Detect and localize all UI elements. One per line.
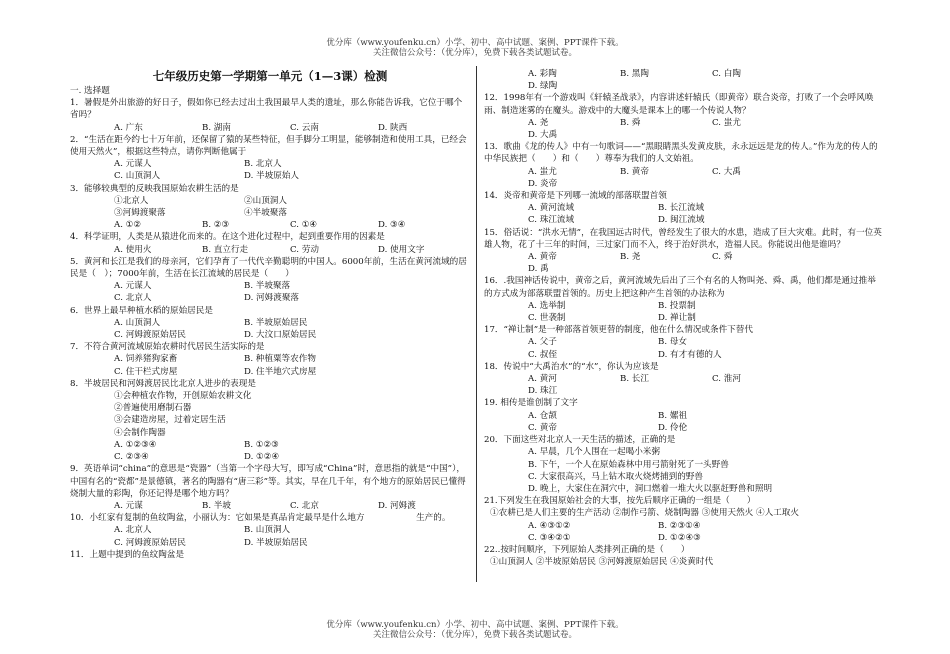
answer-option[interactable]: D. 住半地穴式房屋 — [244, 366, 317, 377]
question-stem: 2．“生活在距今约七十万年前，还保留了猿的某些特征，但手脚分工明显，能够制造和使用工具，已经会使用天然火”，根据这些特点，请你判断他属于 — [70, 134, 467, 158]
answer-option[interactable]: ④会制作陶器 — [114, 427, 166, 438]
answer-option[interactable]: D. 大禹 — [528, 130, 558, 141]
question — [484, 92, 884, 141]
answer-option[interactable]: B. 嫘祖 — [658, 410, 687, 421]
option-list — [70, 500, 470, 512]
answer-option[interactable]: D. 炎帝 — [528, 178, 558, 189]
option-list — [484, 68, 884, 92]
question — [484, 324, 884, 361]
question-stem: 11．上题中提到的鱼纹陶盆是 — [70, 549, 185, 560]
answer-option[interactable]: B. 黄帝 — [620, 166, 649, 177]
question — [484, 544, 884, 568]
question — [70, 512, 470, 549]
answer-option[interactable]: B. 半坡原始居民 — [244, 317, 308, 328]
answer-option[interactable]: A. 选举制 — [528, 300, 566, 311]
option-list — [484, 166, 884, 190]
answer-option[interactable]: ②普遍使用磨制石器 — [114, 403, 192, 414]
question-stem: 21.下列发生在我国原始社会的大事，按先后顺序正确的一组是（ ） — [484, 496, 756, 507]
option-list — [70, 244, 470, 256]
column-divider — [476, 66, 477, 582]
answer-option[interactable]: D. 使用文字 — [378, 244, 425, 255]
answer-option[interactable]: D. 河姆渡 — [378, 500, 416, 511]
answer-option[interactable]: B. 半坡聚落 — [244, 281, 291, 292]
question-stem: 17．“禅让制”是一种部落首领更替的制度，他在什么情况或条件下替代 — [484, 325, 753, 336]
answer-option[interactable]: C. ①④ — [290, 220, 318, 231]
answer-option[interactable]: B. 舜 — [620, 117, 641, 128]
question — [70, 463, 470, 512]
answer-option[interactable]: C. 河姆渡原始居民 — [114, 537, 186, 548]
question-stem: 9．英语单词“china”的意思是“瓷器”（当第一个字母大写，即写成“China”时，意思指的就是“中国”），中国有名的“瓷都”是景德镇，著名的陶器有“唐三彩”等。其实，早在几千年，有个地方的原始居民已懂得烧制大量的彩陶，你还记得是哪个地方吗？ — [70, 464, 466, 499]
answer-option[interactable]: D. 禅让制 — [658, 313, 696, 324]
option-list — [70, 122, 470, 134]
answer-option[interactable]: C. 住干栏式房屋 — [114, 366, 178, 377]
answer-option[interactable]: C. ③④②① — [528, 532, 571, 543]
question-stem: 13．歌曲《龙的传人》中有一句歌词——“黑眼睛黑头发黄皮肤，永永远远是龙的传人。”作为龙的传人的中华民族把（ ）和（ ）尊奉为我们的人文始祖。 — [484, 142, 878, 165]
answer-option[interactable]: A. 早晨，几个人围在一起喝小米粥 — [528, 447, 660, 458]
option-list — [70, 195, 470, 219]
question-stem: 7．不符合黄河流域原始农耕时代居民生活实际的是 — [70, 342, 265, 353]
option-list — [484, 520, 884, 544]
answer-option[interactable]: ①会种植农作物，开创原始农耕文化 — [114, 391, 252, 402]
question-stem: 3．能够较典型的反映我国原始农耕生活的是 — [70, 183, 239, 194]
answer-option[interactable]: C. 世袭制 — [528, 313, 566, 324]
option-list — [70, 317, 470, 341]
answer-option[interactable]: D. 绿陶 — [528, 81, 558, 92]
question-stem: 1．暑假是外出旅游的好日子，假如你已经去过出土我国最早人类的遗址，那么你能告诉我，它位于哪个省吗？ — [70, 98, 463, 121]
answer-option[interactable]: A. 元谋 — [114, 500, 143, 511]
answer-option[interactable]: D. ①②④③ — [658, 532, 701, 543]
answer-option[interactable]: D. 半坡原始人 — [244, 171, 300, 182]
answer-option[interactable]: B. 下午，一个人在原始森林中用弓箭射死了一头野兽 — [528, 459, 729, 470]
option-list — [484, 507, 884, 519]
answer-option[interactable]: A. 元谋人 — [114, 281, 152, 292]
question-stem: 20．下面这些对北京人一天生活的描述，正确的是 — [484, 435, 676, 446]
question-stem: 6．世界上最早种植水稻的原始居民是 — [70, 305, 213, 316]
question — [70, 378, 470, 439]
answer-option[interactable]: A. ④③①② — [528, 520, 571, 531]
answer-option[interactable]: C. 黄帝 — [528, 422, 557, 433]
footer-line-1: 优分库（www.youfenku.cn）小学、初中、高中试题、案例、PPT课件下载。 — [326, 620, 624, 630]
answer-option[interactable]: B. ①②③ — [244, 439, 279, 450]
section-heading: 一. 选择题 — [70, 86, 110, 96]
question — [484, 397, 884, 434]
option-list — [70, 280, 470, 304]
question-stem: 18．传说中“大禹治水”的“水”，你认为应该是 — [484, 361, 659, 372]
answer-option[interactable]: A. 尧 — [528, 117, 549, 128]
answer-option[interactable]: ③会建造房屋，过着定居生活 — [114, 415, 226, 426]
answer-option[interactable]: C. 云南 — [290, 122, 319, 133]
answer-option[interactable]: B. 直立行走 — [202, 244, 249, 255]
footer-line-2: 关注微信公众号：（优分库），免费下载各类试题试卷。 — [372, 630, 577, 640]
answer-option[interactable]: ④半坡聚落 — [244, 208, 287, 219]
question — [70, 231, 470, 255]
answer-option[interactable]: D. 禹 — [528, 264, 549, 275]
answer-option[interactable]: C. 蚩尤 — [712, 117, 741, 128]
question — [70, 97, 470, 134]
question — [484, 141, 884, 190]
answer-option[interactable]: D. 大汶口原始居民 — [244, 330, 317, 341]
answer-option[interactable]: A. 父子 — [528, 337, 557, 348]
answer-option[interactable]: ①农耕已是人们主要的生产活动 ②制作弓箭、烧制陶器 ③使用天然火 ④人工取火 — [490, 508, 799, 519]
question — [484, 275, 884, 324]
option-list — [70, 353, 470, 377]
option-list — [484, 446, 884, 495]
question-stem: 8．半坡居民和河姆渡居民比北京人进步的表现是 — [70, 378, 256, 389]
question — [484, 227, 884, 276]
answer-option[interactable]: B. ②③①④ — [658, 520, 701, 531]
answer-option[interactable]: C. 白陶 — [712, 69, 741, 79]
answer-option[interactable]: C. 舜 — [712, 252, 733, 263]
answer-option[interactable]: C. 大家很高兴，马上钻木取火烧烤捕到的野兽 — [528, 471, 704, 482]
answer-option[interactable]: B. 母女 — [658, 337, 687, 348]
option-list — [70, 390, 470, 439]
option-list — [70, 439, 470, 463]
header-line-2: 关注微信公众号：（优分库），免费下载各类试题试卷。 — [372, 48, 577, 58]
answer-option[interactable]: A. 使用火 — [114, 244, 152, 255]
question-stem: 12．1998年有一个游戏叫《轩辕圣战录》，内容讲述轩辕氏（即黄帝）联合炎帝，打败了一个会呼风唤雨、制造迷雾的在魔头。游戏中的大魔头是课本上的哪一个传说人物？ — [484, 93, 874, 116]
answer-option[interactable]: D. ③④ — [378, 220, 406, 231]
question — [484, 190, 884, 227]
answer-option[interactable]: D. ①②④ — [244, 452, 280, 463]
answer-option[interactable]: B. ②③ — [202, 220, 230, 231]
page-footer — [0, 620, 950, 640]
answer-option[interactable]: C. 河姆渡原始居民 — [114, 330, 186, 341]
answer-option[interactable]: D. 晚上，大家住在洞穴中，洞口燃着一堆大火以驱赶野兽和照明 — [528, 483, 773, 494]
answer-option[interactable]: C. 山顶洞人 — [114, 171, 161, 182]
answer-option[interactable]: C. 叔侄 — [528, 349, 557, 360]
answer-option[interactable]: D. 陕西 — [378, 122, 408, 133]
question — [70, 134, 470, 183]
answer-option[interactable]: D. 半坡原始居民 — [244, 537, 308, 548]
answer-option[interactable]: D. 闽江流域 — [658, 215, 705, 226]
question — [484, 495, 884, 519]
answer-option[interactable]: A. 北京人 — [114, 525, 152, 536]
answer-option[interactable]: A. 山顶洞人 — [114, 317, 161, 328]
answer-option[interactable]: A. ①②③④ — [114, 439, 157, 450]
right-column — [484, 68, 884, 568]
answer-option[interactable]: A. 蚩尤 — [528, 166, 557, 177]
answer-option[interactable]: A. 黄河流域 — [528, 203, 575, 214]
question — [70, 549, 470, 561]
question — [70, 219, 470, 231]
left-column — [70, 68, 470, 561]
answer-option[interactable]: ①北京人 — [114, 195, 149, 206]
answer-option[interactable]: A. 元谋人 — [114, 159, 152, 170]
answer-option[interactable]: D. 河姆渡聚落 — [244, 293, 300, 304]
answer-option[interactable]: B. 山顶洞人 — [244, 525, 291, 536]
header-line-1: 优分库（www.youfenku.cn）小学、初中、高中试题、案例、PPT课件下载。 — [326, 38, 624, 48]
answer-option[interactable]: B. 投票制 — [658, 300, 696, 311]
answer-option[interactable]: C. 北京人 — [114, 293, 152, 304]
question — [70, 183, 470, 220]
answer-option[interactable]: B. 长江流域 — [658, 203, 705, 214]
question-stem: 19. 相传是谁创制了文字 — [484, 398, 578, 409]
answer-option[interactable]: C. ②③④ — [114, 452, 149, 463]
answer-option[interactable]: A. 仓颉 — [528, 410, 557, 421]
question — [484, 68, 884, 92]
answer-option[interactable]: A. 彩陶 — [528, 69, 557, 79]
question — [484, 434, 884, 495]
answer-option[interactable]: ②山顶洞人 — [244, 195, 287, 206]
answer-option[interactable]: ③河姆渡聚落 — [114, 208, 166, 219]
answer-option[interactable]: B. 半坡 — [202, 500, 231, 511]
option-list — [484, 373, 884, 397]
option-list — [484, 336, 884, 360]
answer-option[interactable]: A. ①② — [114, 220, 142, 231]
option-list — [70, 219, 470, 231]
question-stem: 4．科学证明，人类是从猿进化而来的。在这个进化过程中，起到重要作用的因素是 — [70, 232, 385, 243]
page-header — [0, 38, 950, 58]
answer-option[interactable]: B. 种植粟等农作物 — [244, 354, 316, 365]
option-list — [484, 556, 884, 568]
question — [484, 361, 884, 398]
answer-option[interactable]: ①山顶洞人 ②半坡原始居民 ③河姆渡原始居民 ④炎黄时代 — [490, 557, 714, 568]
option-list — [484, 117, 884, 141]
answer-option[interactable]: C. 劳动 — [290, 244, 319, 255]
question-stem: 10．小红家有复制的鱼纹陶盆，小丽认为：它如果是真品肯定最早是什么地方 生产的。 — [70, 513, 451, 524]
answer-option[interactable]: C. 大禹 — [712, 166, 741, 177]
question — [70, 439, 470, 463]
question — [70, 305, 470, 342]
option-list — [484, 410, 884, 434]
page-title: 七年级历史第一学期第一单元（1—3课）检测 — [152, 69, 388, 83]
answer-option[interactable]: B. 黑陶 — [620, 69, 649, 79]
option-list — [484, 300, 884, 324]
answer-option[interactable]: C. 淮河 — [712, 374, 741, 385]
answer-option[interactable]: A. 饲养猪狗家畜 — [114, 354, 178, 365]
question-stem: 14．炎帝和黄帝是下列哪一流域的部落联盟首领 — [484, 191, 667, 202]
answer-option[interactable]: D. 伶伦 — [658, 422, 688, 433]
question-stem: 22..按时间顺序，下列原始人类排列正确的是（ ） — [484, 544, 690, 555]
answer-option[interactable]: B. 尧 — [620, 252, 641, 263]
option-list — [484, 202, 884, 226]
answer-option[interactable]: B. 湖南 — [202, 122, 231, 133]
option-list — [484, 251, 884, 275]
answer-option[interactable]: A. 黄帝 — [528, 252, 557, 263]
option-list — [70, 158, 470, 182]
answer-option[interactable]: B. 北京人 — [244, 159, 282, 170]
question — [484, 520, 884, 544]
answer-option[interactable]: C. 珠江流域 — [528, 215, 575, 226]
answer-option[interactable]: B. 长江 — [620, 374, 649, 385]
option-list — [70, 524, 470, 548]
answer-option[interactable]: A. 广东 — [114, 122, 143, 133]
question — [70, 341, 470, 378]
answer-option[interactable]: D. 珠江 — [528, 386, 558, 397]
answer-option[interactable]: D. 有才有德的人 — [658, 349, 722, 360]
answer-option[interactable]: C. 北京 — [290, 500, 319, 511]
question-stem: 15．俗话说：“洪水无情”，在我国远古时代，曾经发生了很大的水患，造成了巨大灾难。此时，有一位英雄人物，花了十三年的时间，三过家门而不入，终于治好洪水，造福人民。你能说出他是谁吗？ — [484, 227, 882, 250]
question — [70, 256, 470, 305]
question-stem: 5．黄河和长江是我们的母亲河，它们孕育了一代代辛勤聪明的中国人。6000年前，生活在黄河流域的居民是（ ）；7000年前，生活在长江流域的居民是（ ） — [70, 256, 467, 280]
question-stem: 16．.我国神话传说中，黄帝之后，黄河流域先后出了三个有名的人物叫尧、舜、禹，他们都是通过推举的方式成为部落联盟首领的。历史上把这种产生首领的办法称为 — [484, 276, 876, 299]
answer-option[interactable]: A. 黄河 — [528, 374, 557, 385]
